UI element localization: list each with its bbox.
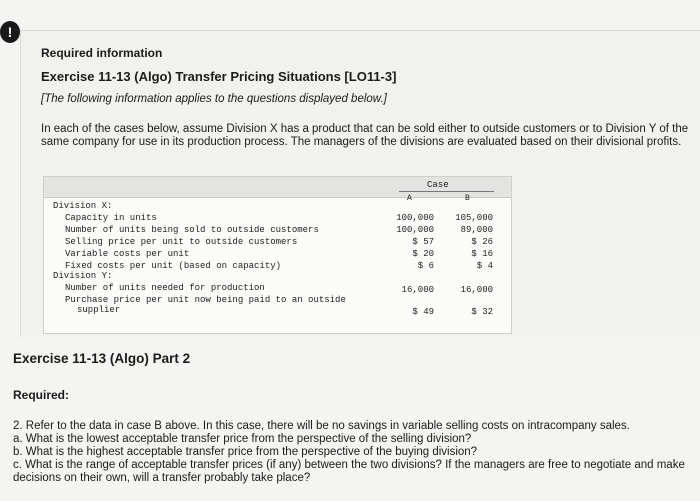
exercise-title: Exercise 11-13 (Algo) Transfer Pricing Situations [LO11-3]: [41, 69, 397, 84]
table-row-label: Purchase price per unit now being paid to an outside: [65, 295, 346, 305]
table-cell-a: $ 57: [412, 237, 434, 247]
column-b-header: B: [465, 194, 470, 203]
table-row-label: Selling price per unit to outside customers: [65, 237, 298, 247]
table-cell-b: 89,000: [460, 225, 493, 235]
table-cell-a: 100,000: [396, 225, 434, 235]
table-row-label: Number of units being sold to outside customers: [65, 225, 319, 235]
table-row-label: Division Y:: [53, 271, 113, 281]
required-information-heading: Required information: [41, 46, 163, 60]
question-b: b. What is the highest acceptable transfer price from the perspective of the buying division?: [13, 446, 478, 458]
required-label: Required:: [13, 388, 70, 402]
part-title: Exercise 11-13 (Algo) Part 2: [13, 351, 191, 366]
table-row-label: Variable costs per unit: [65, 249, 190, 259]
case-header: Case: [427, 180, 449, 190]
info-note: [The following information applies to the questions displayed below.]: [41, 93, 387, 105]
case-header-rule: [399, 191, 494, 192]
table-cell-b: $ 26: [471, 237, 493, 247]
table-cell-a: 16,000: [401, 285, 434, 295]
table-cell-a: 100,000: [396, 213, 434, 223]
table-row-label: Division X:: [53, 201, 113, 211]
question-c-continued: decisions on their own, will a transfer probably take place?: [13, 472, 311, 484]
intro-paragraph: In each of the cases below, assume Division X has a product that can be sold either to outside customers or to Division Y of the same company for use in its production process. The managers of the divisions are evaluated based on their divisional profits.: [41, 123, 689, 148]
column-a-header: A: [407, 194, 412, 203]
question-a: a. What is the lowest acceptable transfer price from the perspective of the selling division?: [13, 433, 472, 445]
table-cell-b: $ 16: [471, 249, 493, 259]
table-row-label: supplier: [77, 305, 121, 315]
alert-icon: !: [0, 21, 20, 43]
table-cell-a: $ 49: [412, 307, 434, 317]
table-cell-b: $ 4: [476, 261, 493, 271]
table-cell-b: 105,000: [455, 213, 493, 223]
data-table: [43, 176, 512, 334]
table-cell-a: $ 20: [412, 249, 434, 259]
question-c: c. What is the range of acceptable transfer prices (if any) between the two divisions? If the managers are free to negotiate and make: [13, 459, 685, 471]
table-row-label: Number of units needed for production: [65, 283, 265, 293]
table-cell-b: 16,000: [460, 285, 493, 295]
table-cell-b: $ 32: [471, 307, 493, 317]
table-cell-a: $ 6: [417, 261, 434, 271]
table-row-label: Capacity in units: [65, 213, 157, 223]
question-text: 2. Refer to the data in case B above. In this case, there will be no savings in variable selling costs on intracompany sales.: [13, 420, 630, 432]
table-row-label: Fixed costs per unit (based on capacity): [65, 261, 282, 271]
